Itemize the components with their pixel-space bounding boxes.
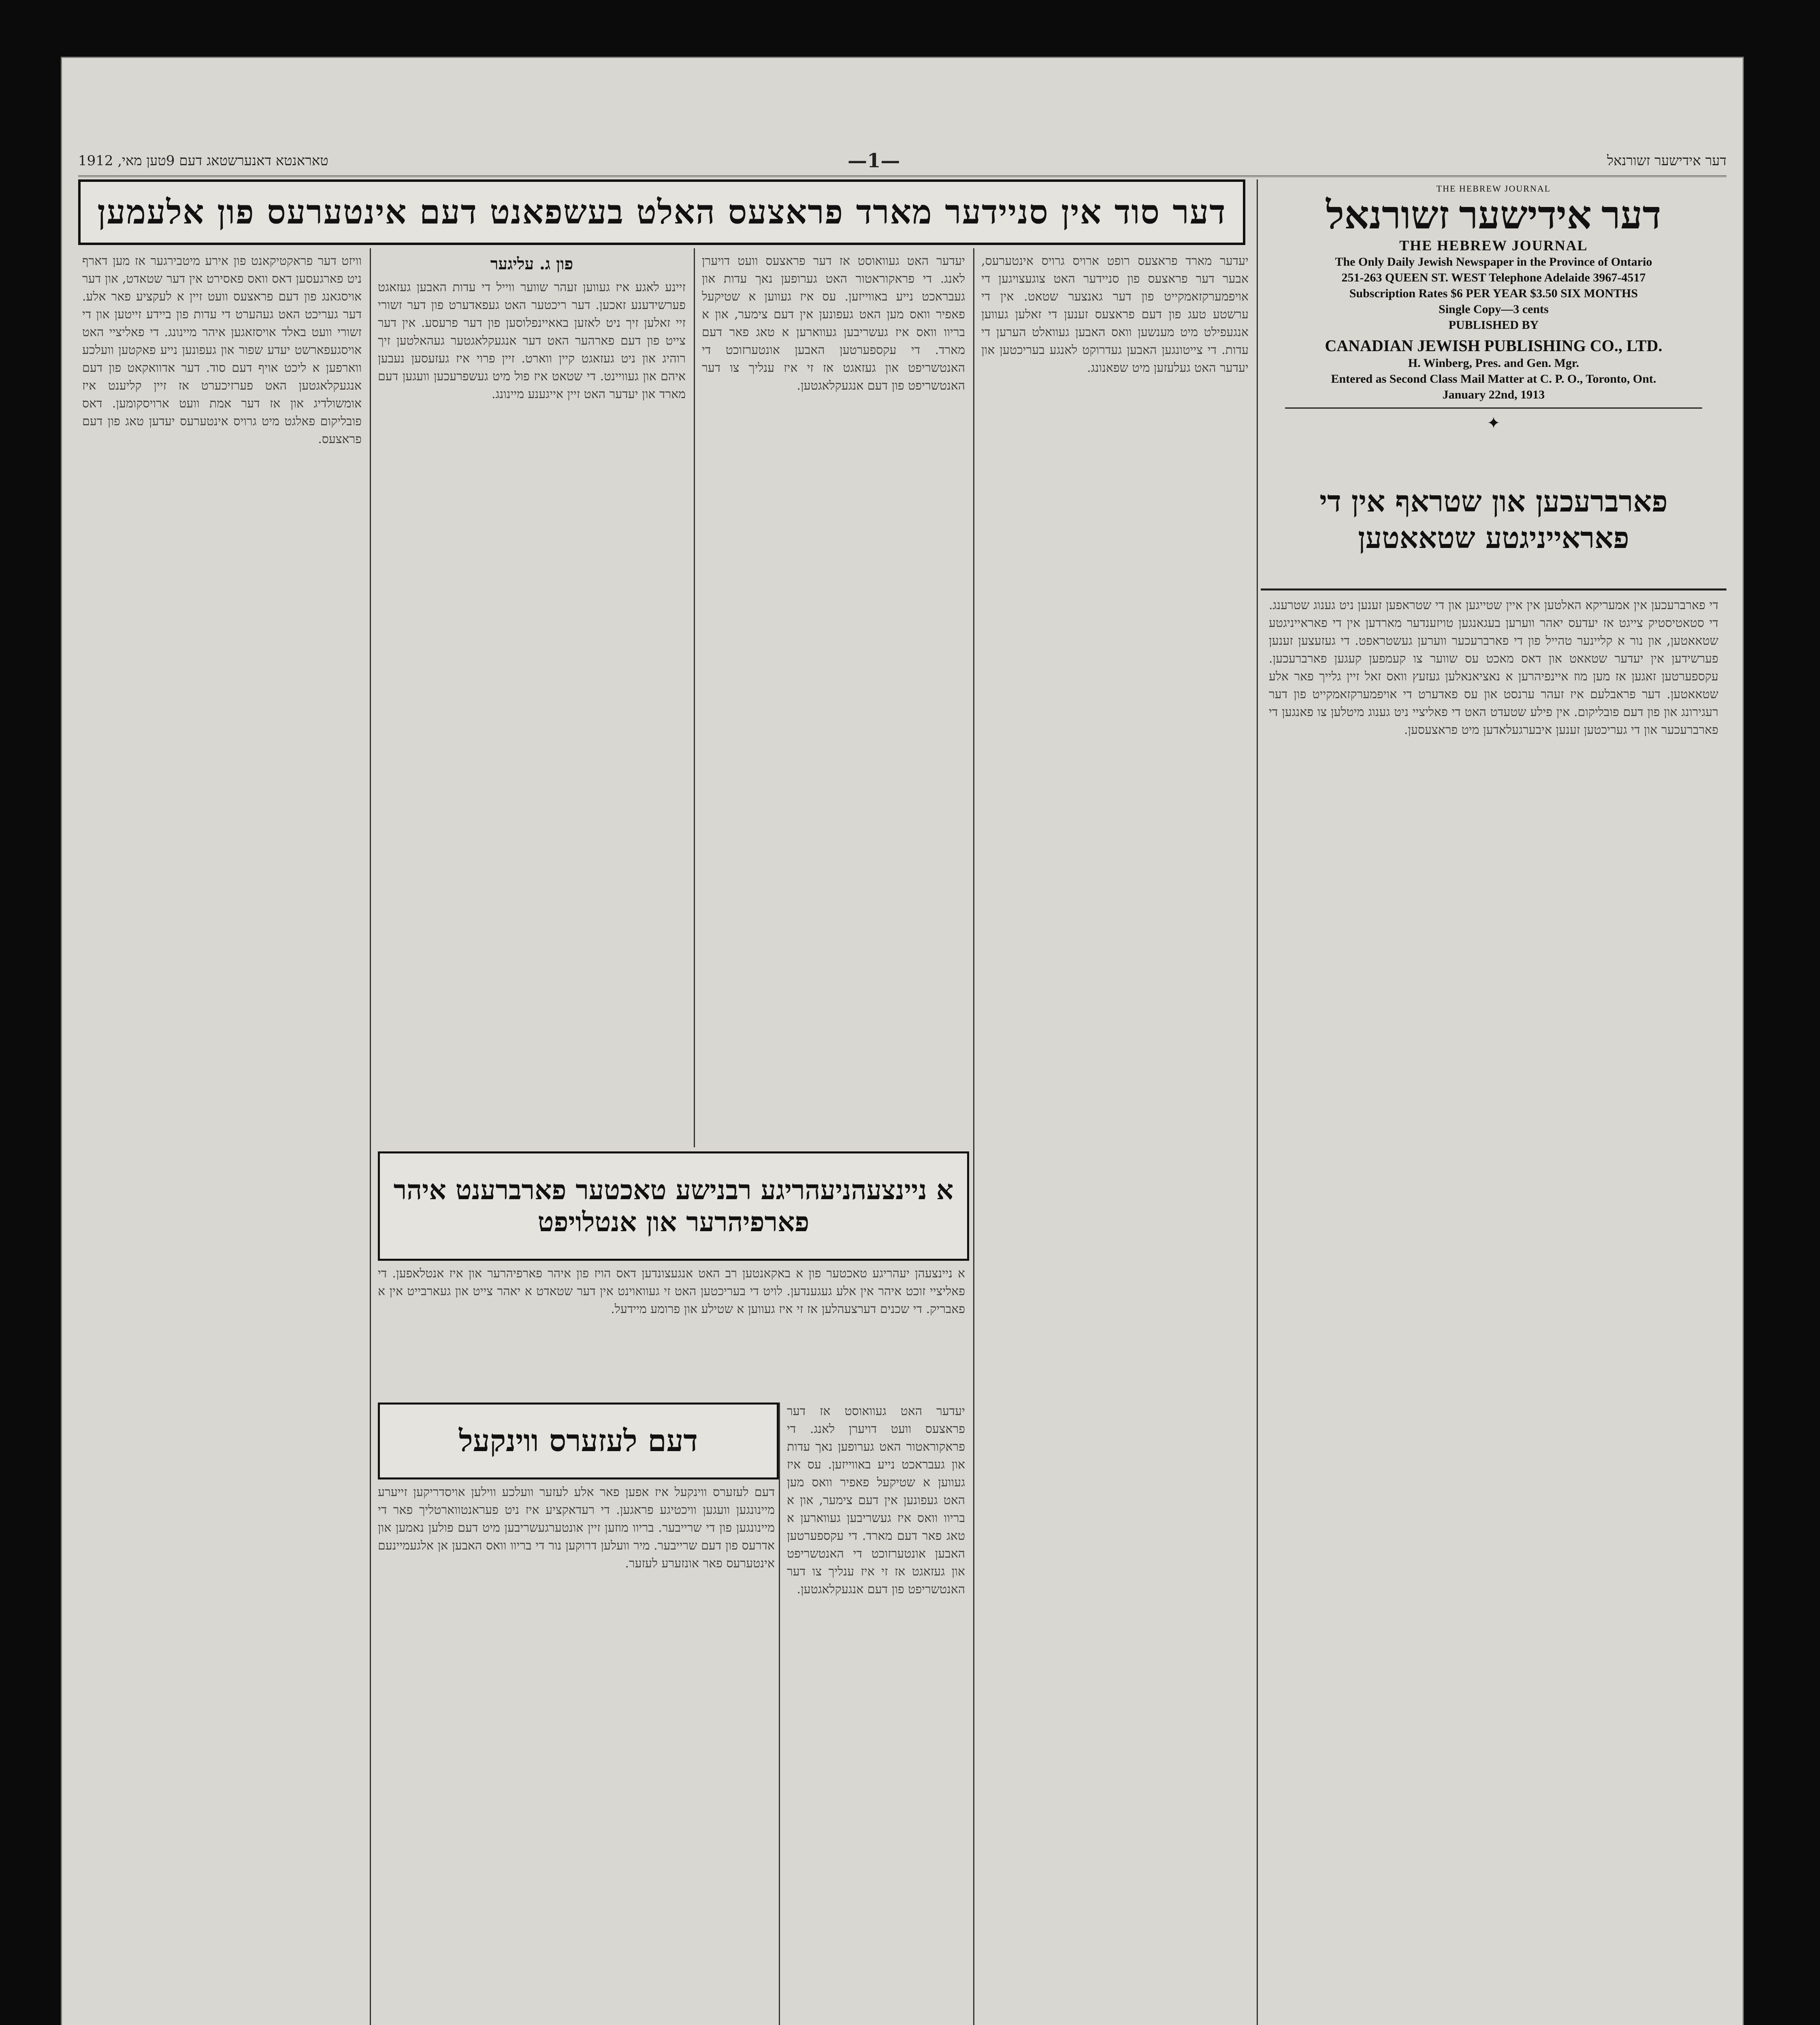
newspaper-page: [61, 57, 1744, 2025]
article-column-rabbi-daughter: [378, 1265, 965, 1398]
masthead-english-title: THE HEBREW JOURNAL: [1399, 237, 1588, 254]
box-headline-readers-corner: דעם לעזערס ווינקעל: [378, 1403, 779, 1479]
masthead-rule: [1285, 407, 1702, 409]
article-text: וויזט דער פראקטיקאנט פון אירע מיטבירגער אז מען דארף ניט פארגעסען דאס וואס פאסירט אין דער שטאדט, און דער אויסגאנג פון דעם פראצעס וועט זיין א לעקציע פאר אלע. דער געריכט האט געהערט די עדות פון ביידע זייטען און די זשורי וועט באלד אויסזאגען איהר מיינונג. די פאליציי האט אויסגעפארשט יעדע שפור און געפונען נייע פאקטען וועלכע ווארפען א ליכט אויף דעם סוד. דער אדוואקאט פון דעם אנגעקלאגטען האט פערזיכערט אז זיין קליענט איז אומשולדיג און אז דער אמת וועט ארויסקומען. דאס פובליקום פאלגט מיט גרויס אינטערעס יעדען טאג פון דעם פראצעס.: [82, 254, 362, 446]
article-text: דעם לעזערס ווינקעל איז אפען פאר אלע לעזער וועלכע ווילען אויסדריקען זייערע מיינונגען וועגען וויכטיגע פראגען. די רעדאקציע איז ניט פעראנטווארטליך פאר די מיינונגען פון די שרייבער. בריוו מוזען זיין אונטערגעשריבען מיט דעם פולען נאמען און אדרעס פון דעם שרייבער. מיר וועלען דרוקען נור די בריוו וואס האבען אן אלגעמיינעם אינטערעס פאר אונזערע לעזער.: [378, 1485, 775, 1571]
masthead-small-label: THE HEBREW JOURNAL: [1436, 183, 1551, 194]
article-text: יעדער האט געוואוסט אז דער פראצעס וועט דויערן לאנג. די פראקוראטור האט גערופען נאך עדות און געבראכט נייע באווייזען. עס איז געווען א שטיקעל פאפיר וואס מען האט געפונען אין דעם צימער, און א בריוו וואס איז געשריבען געווארען א טאג פאר דעם מארד. די עקספערטען האבען אונטערזוכט די האנטשריפט און געזאגט אז זי איז ענליך צו דער האנטשריפט פון דעם אנגעקלאגטען.: [787, 1404, 965, 1597]
masthead-published-by: PUBLISHED BY: [1448, 318, 1539, 332]
main-headline: דער סוד אין סניידער מארד פראצעס האלט בעשפאנט דעם אינטערעס פון אלעמען: [78, 179, 1245, 245]
box-headline-rabbi-daughter: א ניינצעהניעהריגע רבנישע טאכטער פארברענט איהר פארפיהרער און אנטלויפט: [378, 1151, 969, 1261]
running-head: [78, 147, 1726, 177]
article-column-crime: [1269, 597, 1718, 2025]
article-column-evidence: [702, 252, 965, 1143]
running-head-date: טאראנטא דאנערשטאג דעם 9טען מאי, 1912: [78, 153, 328, 169]
masthead: [1261, 179, 1726, 471]
article-column-readers-corner: [378, 1484, 775, 2025]
masthead-mail-notice: Entered as Second Class Mail Matter at C. P. O., Toronto, Ont.: [1331, 372, 1656, 386]
ornament-icon: ✦: [1487, 414, 1500, 432]
column-divider: [1257, 179, 1258, 2025]
masthead-tagline: The Only Daily Jewish Newspaper in the Province of Ontario: [1335, 255, 1652, 269]
column-divider: [694, 248, 695, 1147]
byline: פון ג. עליגער: [490, 254, 573, 273]
column-divider: [973, 248, 974, 2025]
masthead-entry-date: January 22nd, 1913: [1442, 388, 1545, 401]
column-divider: [779, 1403, 780, 2025]
article-text: יעדער מארד פראצעס רופט ארויס גרויס אינטערעס, אבער דער פראצעס פון סניידער האט צוגעצויגען די אויפמערקזאמקייט פון דער גאנצער שטאט. אין די ערשטע טעג פון דעם פראצעס זענען די זאלען געווען אנגעפילט מיט מענשען וואס האבען געוואלט הערען די עדות. די צייטונגען האבען געדרוקט לאנגע בעריכטען און יעדער האט געלעזען מיט שפאנונג.: [981, 254, 1249, 375]
masthead-yiddish-title: דער אידישער זשורנאל: [1326, 194, 1661, 237]
masthead-president: H. Winberg, Pres. and Gen. Mgr.: [1408, 356, 1579, 370]
column-divider: [370, 248, 371, 2025]
right-column-headline: פארברעכען און שטראף אין די פאראייניגטע שטאאטען: [1261, 483, 1726, 590]
running-head-paper-name: דער אידישער זשורנאל: [1607, 153, 1726, 169]
article-column-murder-trial: [981, 252, 1249, 2025]
article-column-left: [82, 252, 362, 2025]
masthead-subscription: Subscription Rates $6 PER YEAR $3.50 SIX MONTHS: [1349, 286, 1638, 300]
article-text: זיינע לאגע איז געווען זעהר שווער ווייל די עדות האבען געזאגט פערשידענע זאכען. דער ריכטער האט געפאדערט פון דער זשורי זיי זאלען זיך ניט לאזען באאיינפלוסען פון דער פרעסע. אין דער צייט פון דעם פארהער האט דער אנגעקלאגטער געהאלטען זיך רוהיג און ניט געזאגט קיין ווארט. זיין פרוי איז געזעסען נעבען איהם און געוויינט. די שטאט איז פול מיט געשפרעכען וועגען דעם מארד און יעדער האט זיין אייגענע מיינונג.: [378, 280, 686, 401]
article-column-continued: [787, 1403, 965, 2025]
masthead-publisher: CANADIAN JEWISH PUBLISHING CO., LTD.: [1325, 336, 1662, 355]
article-text: די פארברעכען אין אמעריקא האלטען אין איין שטייגען און די שטראפען זענען ניט גענוג שטרענג. די סטאטיסטיק צייגט אז יעדעס יאהר ווערען בעגאנגען טויזענדער מארדען אין די פאראייניגטע שטאאטען, און נור א קליינער טהייל פון די פארברעכער ווערען געשטראפט. די געזעצען זענען פערשידען אין יעדער שטאאט און דאס מאכט עס שווער צו קעמפען קעגען פארברעכען. עקספערטען זאגען אז מען מוז איינפיהרען א נאציאנאלען געזעץ וואס זאל זיין גלייך פאר אלע שטאאטען. דער פראבלעם איז זעהר ערנסט און עס פאדערט די אויפמערקזאמקייט פון דער רעגירונג און פון דעם פובליקום. אין פילע שטעדט האט די פאליציי ניט גענוג מיטלען צו פאנגען די פארברעכער און די געריכטען זענען איבערגעלאדען מיט פראצעסען.: [1269, 598, 1718, 737]
masthead-single-copy: Single Copy—3 cents: [1439, 302, 1549, 316]
article-text: יעדער האט געוואוסט אז דער פראצעס וועט דויערן לאנג. די פראקוראטור האט גערופען נאך עדות און געבראכט נייע באווייזען. עס איז געווען א שטיקעל פאפיר וואס מען האט געפונען אין דעם צימער, און א בריוו וואס איז געשריבען געווארען א טאג פאר דעם מארד. די עקספערטען האבען אונטערזוכט די האנטשריפט און געזאגט אז זי איז ענליך צו דער האנטשריפט פון דעם אנגעקלאגטען.: [702, 254, 965, 393]
masthead-address: 251-263 QUEEN ST. WEST Telephone Adelaide 3967-4517: [1341, 271, 1646, 284]
article-text: א ניינצעהן יעהריגע טאכטער פון א באקאנטען רב האט אנגעצונדען דאס הויז פון איהר פארפיהרער און איז אנטלאפען. די פאליציי זוכט איהר אין אלע געגענדען. לויט די בעריכטען האט זי געוואוינט אין דער שטאדט א יאהר צייט און געארבייט אין א פאבריק. די שכנים דערצעהלען אז זי איז געווען א שטילע און פרומע מיידעל.: [378, 1266, 965, 1316]
article-column-defendant: [378, 279, 686, 1141]
page-number: —1—: [848, 149, 900, 172]
